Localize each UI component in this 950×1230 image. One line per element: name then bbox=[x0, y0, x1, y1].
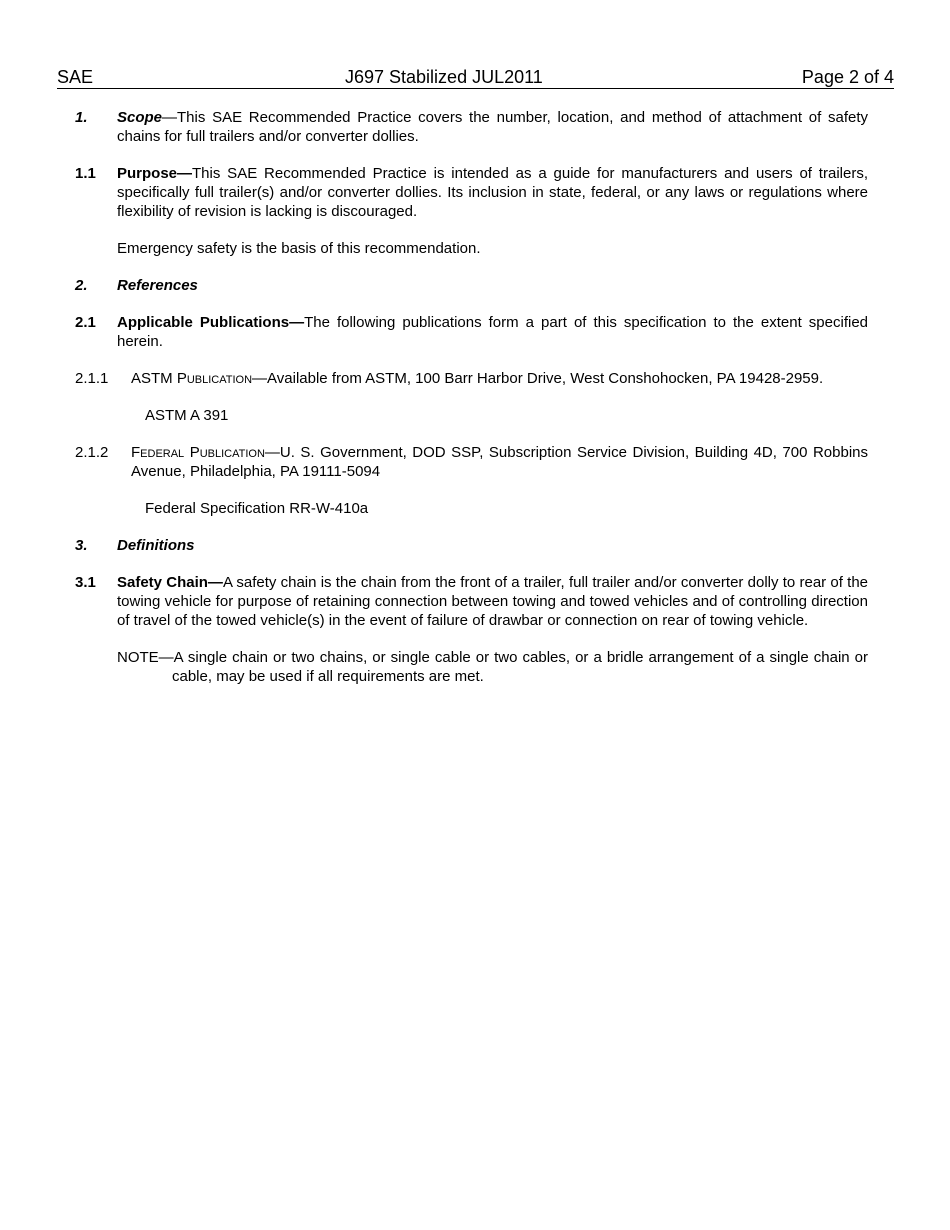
section-dash: — bbox=[162, 109, 178, 126]
section-title: Purpose— bbox=[117, 165, 193, 182]
reference-item: Federal Specification RR-W-410a bbox=[145, 500, 369, 517]
page-header bbox=[57, 66, 894, 89]
note-paragraph: NOTE—A single chain or two chains, or single cable or two cables, or a bridle arrangement of a single chain or cable, may be used if all requirements are met. bbox=[117, 649, 868, 685]
section-scope bbox=[75, 108, 868, 146]
section-title: Safety Chain— bbox=[117, 574, 223, 591]
header-page-number: Page 2 of 4 bbox=[801, 67, 894, 87]
section-federal-publication bbox=[75, 443, 868, 481]
section-applicable-publications bbox=[75, 313, 868, 351]
section-text: The following publications form a part of this specification to the extent specified herein. bbox=[117, 314, 869, 350]
section-text: This SAE Recommended Practice covers the number, location, and method of attachment of safety chains for full trailers and/or converter dollies. bbox=[117, 109, 868, 145]
section-title: References bbox=[117, 277, 198, 294]
section-number: 2.1.2 bbox=[75, 444, 109, 461]
section-number: 2. bbox=[75, 277, 88, 294]
header-org: SAE bbox=[57, 67, 94, 87]
section-references bbox=[75, 276, 868, 295]
section-purpose bbox=[75, 164, 868, 221]
section-definitions bbox=[75, 536, 868, 555]
section-number: 1. bbox=[75, 109, 88, 126]
section-title: Definitions bbox=[117, 537, 195, 554]
section-safety-chain bbox=[75, 573, 868, 630]
purpose-paragraph: Emergency safety is the basis of this recommendation. bbox=[117, 240, 481, 257]
section-title: Scope bbox=[117, 109, 163, 126]
section-number: 3. bbox=[75, 537, 88, 554]
reference-item: ASTM A 391 bbox=[145, 407, 229, 424]
section-text: A safety chain is the chain from the front of a trailer, full trailer and/or converter dolly to rear of the towing vehicle for purpose of retaining connection between towing and towed vehicles and of controlling direction of travel of the towed vehicle(s) in the event of failure of drawbar or connection on rear of towing vehicle. bbox=[117, 574, 869, 629]
section-title: Federal Publication bbox=[131, 444, 265, 461]
section-astm-publication bbox=[75, 369, 868, 388]
section-text: This SAE Recommended Practice is intended as a guide for manufacturers and users of trailers, specifically full trailer(s) and/or converter dollies. Its inclusion in state, federal, or any laws or regulations where flexibility of revision is lacking is discouraged. bbox=[117, 165, 868, 220]
section-number: 1.1 bbox=[75, 165, 96, 182]
section-title: ASTM Publication bbox=[131, 370, 253, 387]
header-document-id: J697 Stabilized JUL2011 bbox=[345, 67, 543, 87]
section-number: 3.1 bbox=[75, 574, 96, 591]
document-body bbox=[75, 108, 868, 686]
section-text: —U. S. Government, DOD SSP, Subscription Service Division, Building 4D, 700 Robbins Avenue, Philadelphia, PA 19111-5094 bbox=[131, 444, 868, 480]
section-text: —Available from ASTM, 100 Barr Harbor Drive, West Conshohocken, PA 19428-2959. bbox=[252, 370, 824, 387]
section-number: 2.1 bbox=[75, 314, 96, 331]
section-title: Applicable Publications— bbox=[117, 314, 305, 331]
section-number: 2.1.1 bbox=[75, 370, 109, 387]
